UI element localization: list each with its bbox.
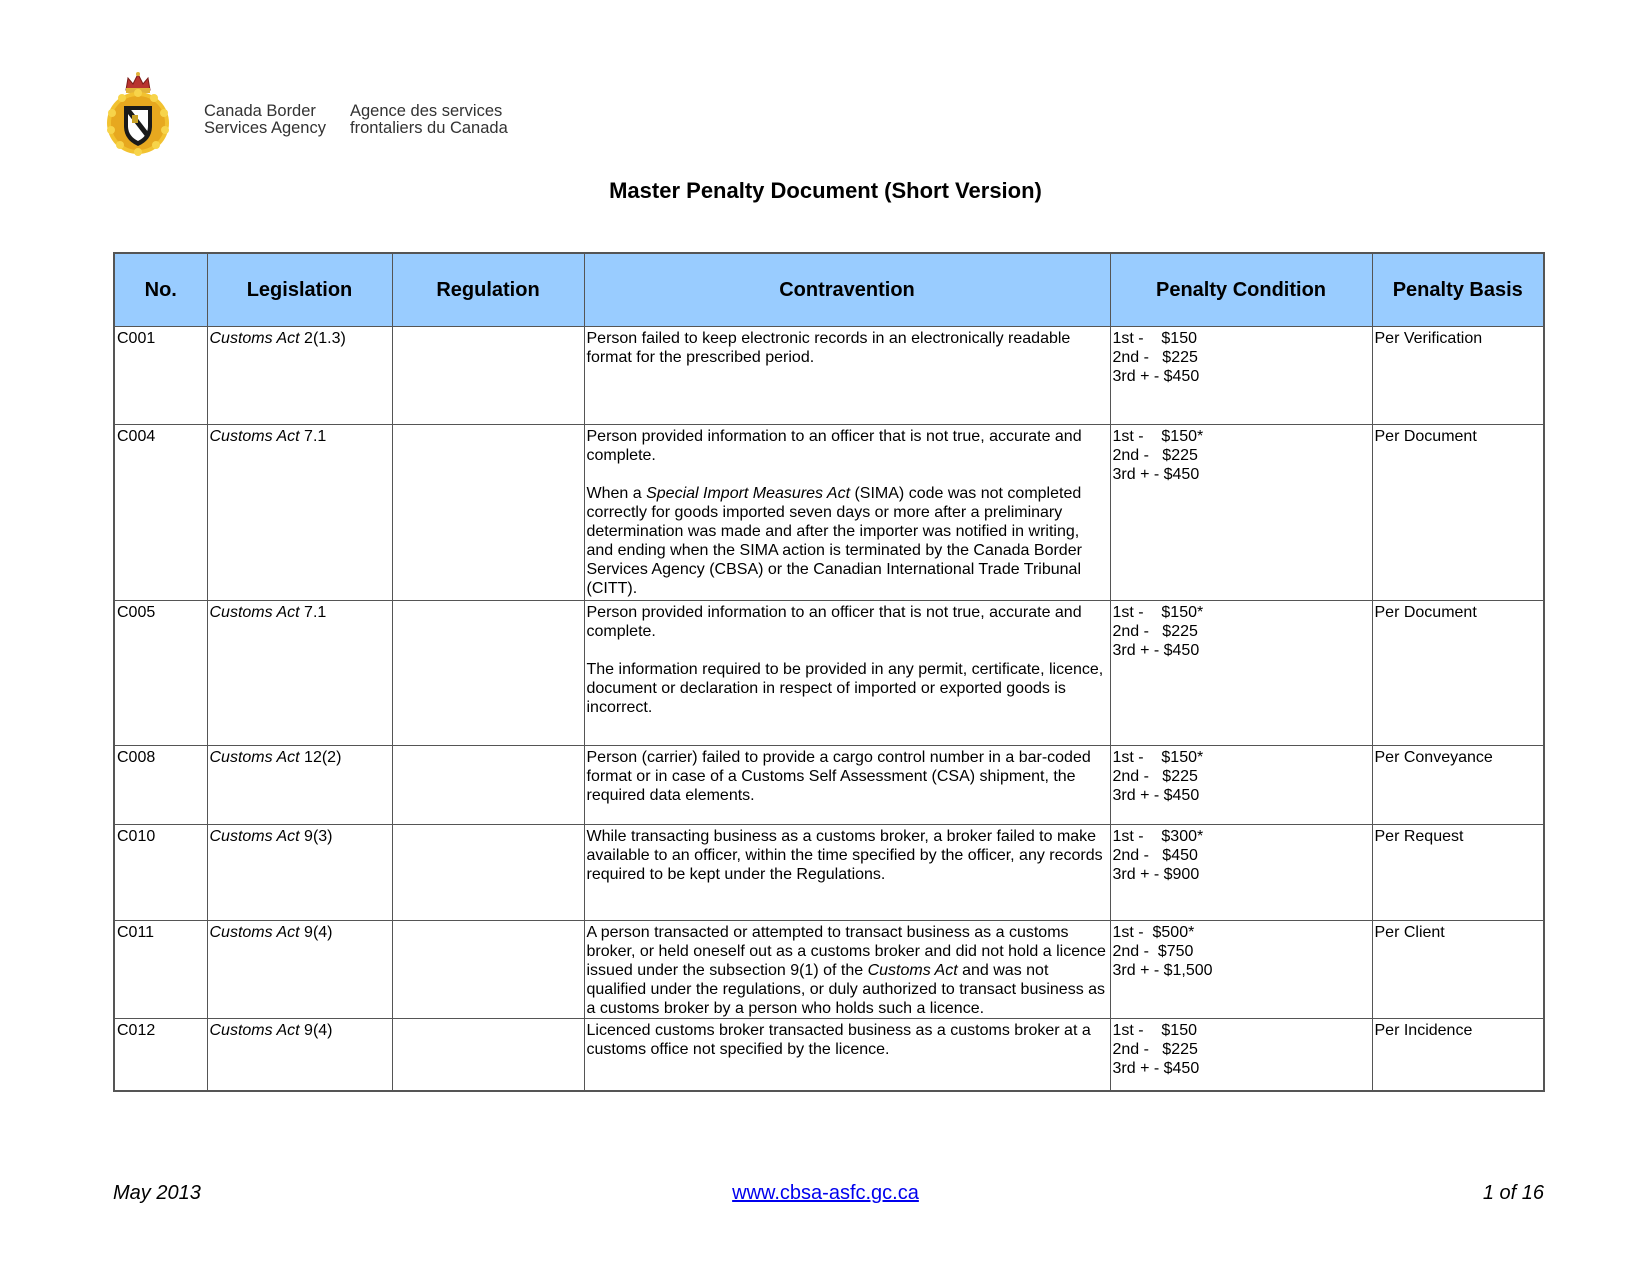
contravention-sima-paragraph: When a Special Import Measures Act (SIMA) code was not completed correctly for goods imported seven days or more after a preliminary determination was made and after the importer was notified in writing, and ending when the SIMA action is terminated by the Canada Border Services Agency (CBSA) or the Canadian International Trade Tribunal (CITT). — [586, 485, 1082, 597]
cell-regulation — [392, 1019, 584, 1091]
agency-fr-line-1: Agence des services — [350, 102, 503, 120]
cell-legislation: Customs Act 9(4) — [207, 921, 392, 1019]
page-title: Master Penalty Document (Short Version) — [609, 178, 1042, 203]
cell-regulation — [392, 921, 584, 1019]
table-row — [114, 425, 1544, 601]
table-row — [114, 601, 1544, 746]
cell-no: C001 — [114, 327, 207, 425]
cell-penalty-condition: 1st - $300* 2nd - $450 3rd + - $900 — [1110, 825, 1372, 921]
column-header-regulation: Regulation — [392, 253, 584, 327]
cell-regulation — [392, 601, 584, 746]
footer-link-container — [0, 1182, 1651, 1205]
table-row — [114, 825, 1544, 921]
cell-legislation: Customs Act 12(2) — [207, 746, 392, 825]
cell-penalty-basis: Per Verification — [1372, 327, 1544, 425]
cell-legislation: Customs Act 7.1 — [207, 425, 392, 601]
table-row — [114, 1019, 1544, 1091]
agency-en-line-2: Services Agency — [204, 119, 326, 137]
cell-no: C012 — [114, 1019, 207, 1091]
cell-regulation — [392, 327, 584, 425]
cell-regulation — [392, 425, 584, 601]
cell-legislation: Customs Act 9(4) — [207, 1019, 392, 1091]
cell-contravention: Person (carrier) failed to provide a cargo control number in a bar-coded format or in case of a Customs Self Assessment (CSA) shipment, the required data elements. — [584, 746, 1110, 825]
cell-penalty-condition: 1st - $150* 2nd - $225 3rd + - $450 — [1110, 746, 1372, 825]
column-header-penalty-basis: Penalty Basis — [1372, 253, 1544, 327]
cell-no: C004 — [114, 425, 207, 601]
agency-name-fr — [350, 103, 508, 137]
column-header-no: No. — [114, 253, 207, 327]
cell-no: C005 — [114, 601, 207, 746]
cell-legislation: Customs Act 9(3) — [207, 825, 392, 921]
page-number: 1 of 16 — [1482, 1182, 1544, 1204]
cell-regulation — [392, 746, 584, 825]
cell-no: C010 — [114, 825, 207, 921]
cell-contravention: While transacting business as a customs broker, a broker failed to make available to an officer, within the time specified by the officer, any records required to be kept under the Regulations. — [584, 825, 1110, 921]
cell-penalty-condition: 1st - $150 2nd - $225 3rd + - $450 — [1110, 1019, 1372, 1091]
penalty-table — [113, 252, 1545, 1092]
cell-contravention: Licenced customs broker transacted business as a customs broker at a customs office not specified by the licence. — [584, 1019, 1110, 1091]
cell-contravention: Person provided information to an officer that is not true, accurate and complete. The information required to be provided in any permit, certificate, licence, document or declaration in respect of imported or exported goods is incorrect. — [584, 601, 1110, 746]
column-header-legislation: Legislation — [207, 253, 392, 327]
cell-legislation: Customs Act 7.1 — [207, 601, 392, 746]
cell-no: C011 — [114, 921, 207, 1019]
cell-contravention: Person failed to keep electronic records in an electronically readable format for the prescribed period. — [584, 327, 1110, 425]
cell-penalty-basis: Per Incidence — [1372, 1019, 1544, 1091]
cell-no: C008 — [114, 746, 207, 825]
cbsa-crest-icon — [102, 68, 174, 156]
cell-contravention: A person transacted or attempted to transact business as a customs broker, or held oneself out as a customs broker and did not hold a licence issued under the subsection 9(1) of the Customs Act and was not qualified under the regulations, or duly authorized to transact business as a customs broker by a person who holds such a licence. — [584, 921, 1110, 1019]
cbsa-website-link[interactable]: www.cbsa-asfc.gc.ca — [732, 1182, 919, 1204]
cell-penalty-basis: Per Document — [1372, 601, 1544, 746]
table-header-row — [114, 253, 1544, 327]
footer-date: May 2013 — [113, 1182, 201, 1204]
cell-penalty-condition: 1st - $150* 2nd - $225 3rd + - $450 — [1110, 601, 1372, 746]
agency-name-en — [204, 103, 326, 137]
cell-penalty-condition: 1st - $500* 2nd - $750 3rd + - $1,500 — [1110, 921, 1372, 1019]
agency-fr-line-2: frontaliers du Canada — [350, 119, 508, 137]
table-row — [114, 327, 1544, 425]
cell-penalty-basis: Per Document — [1372, 425, 1544, 601]
agency-en-line-1: Canada Border — [204, 102, 316, 120]
table-row — [114, 921, 1544, 1019]
cell-penalty-basis: Per Request — [1372, 825, 1544, 921]
cell-legislation: Customs Act 2(1.3) — [207, 327, 392, 425]
cell-regulation — [392, 825, 584, 921]
cell-contravention: Person provided information to an officer that is not true, accurate and complete. When a Special Import Measures Act (SIMA) code was not completed correctly for goods imported seven days or more after a preliminary determination was made and after the importer was notified in writing, and ending when the SIMA action is terminated by the Canada Border Services Agency (CBSA) or the Canadian International Trade Tribunal (CITT). — [584, 425, 1110, 601]
cell-penalty-condition: 1st - $150 2nd - $225 3rd + - $450 — [1110, 327, 1372, 425]
column-header-contravention: Contravention — [584, 253, 1110, 327]
table-row — [114, 746, 1544, 825]
column-header-penalty-condition: Penalty Condition — [1110, 253, 1372, 327]
cell-penalty-condition: 1st - $150* 2nd - $225 3rd + - $450 — [1110, 425, 1372, 601]
cell-penalty-basis: Per Client — [1372, 921, 1544, 1019]
cell-penalty-basis: Per Conveyance — [1372, 746, 1544, 825]
